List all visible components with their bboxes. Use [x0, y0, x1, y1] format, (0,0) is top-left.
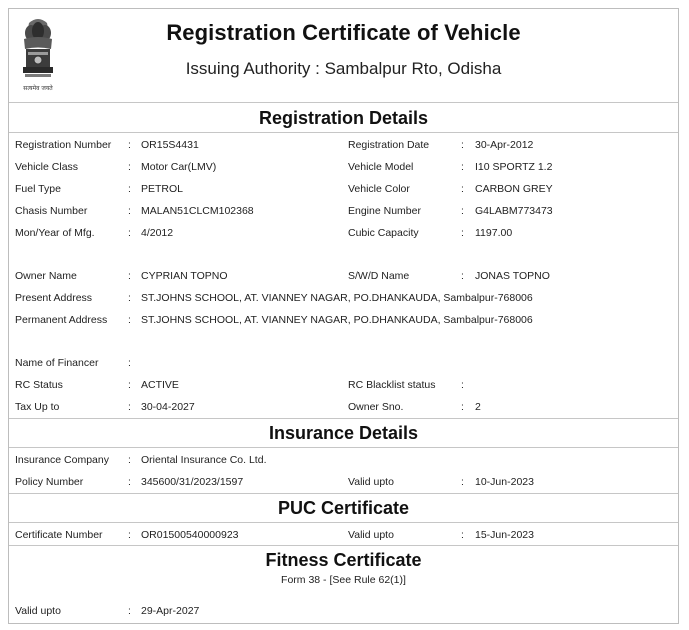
separator: : [461, 379, 464, 391]
puc-valid-upto-value: 15-Jun-2023 [475, 529, 534, 541]
permanent-address-label: Permanent Address [15, 314, 108, 326]
certificate-header [9, 9, 678, 103]
fitness-form-note: Form 38 - [See Rule 62(1)] [281, 574, 406, 586]
separator: : [461, 476, 464, 488]
fitness-valid-upto-label: Valid upto [15, 605, 61, 617]
rc-status-label: RC Status [15, 379, 63, 391]
separator: : [461, 270, 464, 282]
vehicle-class-label: Vehicle Class [15, 161, 79, 173]
separator: : [128, 183, 131, 195]
separator: : [461, 227, 464, 239]
puc-valid-upto-label: Valid upto [348, 529, 394, 541]
separator: : [128, 161, 131, 173]
separator: : [128, 270, 131, 282]
owner-sno-value: 2 [475, 401, 481, 413]
certificate-title: Registration Certificate of Vehicle [166, 20, 521, 45]
owner-sno-label: Owner Sno. [348, 401, 404, 413]
engine-number-label: Engine Number [348, 205, 421, 217]
separator: : [128, 292, 131, 304]
puc-certificate-number-label: Certificate Number [15, 529, 103, 541]
registration-details-heading: Registration Details [258, 108, 429, 128]
vehicle-color-label: Vehicle Color [348, 183, 410, 195]
puc-certificate-heading: PUC Certificate [277, 498, 410, 518]
swd-name-label: S/W/D Name [348, 270, 410, 282]
separator: : [461, 401, 464, 413]
separator: : [128, 454, 131, 466]
registration-date-label: Registration Date [348, 139, 430, 151]
separator: : [128, 605, 131, 617]
fuel-type-label: Fuel Type [15, 183, 61, 195]
vehicle-model-label: Vehicle Model [348, 161, 414, 173]
puc-certificate-number-value: OR01500540000923 [141, 529, 239, 541]
emblem-caption: सत्यमेव जयते [23, 85, 53, 92]
swd-name-value: JONAS TOPNO [475, 270, 550, 282]
section-divider [9, 418, 678, 419]
section-divider [9, 132, 678, 133]
vehicle-class-value: Motor Car(LMV) [141, 161, 217, 173]
policy-number-label: Policy Number [15, 476, 84, 488]
chasis-number-value: MALAN51CLCM102368 [141, 205, 254, 217]
insurance-valid-upto-label: Valid upto [348, 476, 394, 488]
cubic-capacity-value: 1197.00 [475, 227, 513, 239]
engine-number-value: G4LABM773473 [475, 205, 553, 217]
present-address-value: ST.JOHNS SCHOOL, AT. VIANNEY NAGAR, PO.DHANKAUDA, Sambalpur-768006 [141, 292, 533, 304]
separator: : [461, 161, 464, 173]
insurance-company-value: Oriental Insurance Co. Ltd. [141, 454, 267, 466]
separator: : [461, 183, 464, 195]
cubic-capacity-label: Cubic Capacity [348, 227, 419, 239]
separator: : [128, 379, 131, 391]
insurance-details-heading: Insurance Details [268, 423, 419, 443]
separator: : [128, 314, 131, 326]
section-divider [9, 447, 678, 448]
separator: : [128, 205, 131, 217]
mfg-label: Mon/Year of Mfg. [15, 227, 95, 239]
section-divider [9, 493, 678, 494]
vehicle-color-value: CARBON GREY [475, 183, 553, 195]
chasis-number-label: Chasis Number [15, 205, 88, 217]
tax-up-to-label: Tax Up to [15, 401, 60, 413]
section-divider [9, 545, 678, 546]
separator: : [128, 401, 131, 413]
registration-date-value: 30-Apr-2012 [475, 139, 534, 151]
separator: : [128, 227, 131, 239]
insurance-company-label: Insurance Company [15, 454, 109, 466]
certificate-sheet [8, 8, 679, 624]
mfg-value: 4/2012 [141, 227, 174, 239]
separator: : [128, 529, 131, 541]
separator: : [128, 476, 131, 488]
section-divider [9, 522, 678, 523]
registration-number-label: Registration Number [15, 139, 112, 151]
permanent-address-value: ST.JOHNS SCHOOL, AT. VIANNEY NAGAR, PO.DHANKAUDA, Sambalpur-768006 [141, 314, 533, 326]
financer-label: Name of Financer [15, 357, 99, 369]
separator: : [128, 139, 131, 151]
issuing-authority: Issuing Authority : Sambalpur Rto, Odisha [185, 59, 502, 78]
registration-number-value: OR15S4431 [141, 139, 199, 151]
rc-status-value: ACTIVE [141, 379, 179, 391]
separator: : [128, 357, 131, 369]
policy-number-value: 345600/31/2023/1597 [141, 476, 244, 488]
separator: : [461, 205, 464, 217]
separator: : [461, 139, 464, 151]
fitness-certificate-heading: Fitness Certificate [265, 550, 422, 570]
owner-name-value: CYPRIAN TOPNO [141, 270, 228, 282]
insurance-valid-upto-value: 10-Jun-2023 [475, 476, 534, 488]
owner-name-label: Owner Name [15, 270, 77, 282]
fuel-type-value: PETROL [141, 183, 184, 195]
present-address-label: Present Address [15, 292, 93, 304]
fitness-valid-upto-value: 29-Apr-2027 [141, 605, 200, 617]
tax-up-to-value: 30-04-2027 [141, 401, 195, 413]
rc-blacklist-label: RC Blacklist status [348, 379, 436, 391]
vehicle-model-value: I10 SPORTZ 1.2 [475, 161, 553, 173]
separator: : [461, 529, 464, 541]
